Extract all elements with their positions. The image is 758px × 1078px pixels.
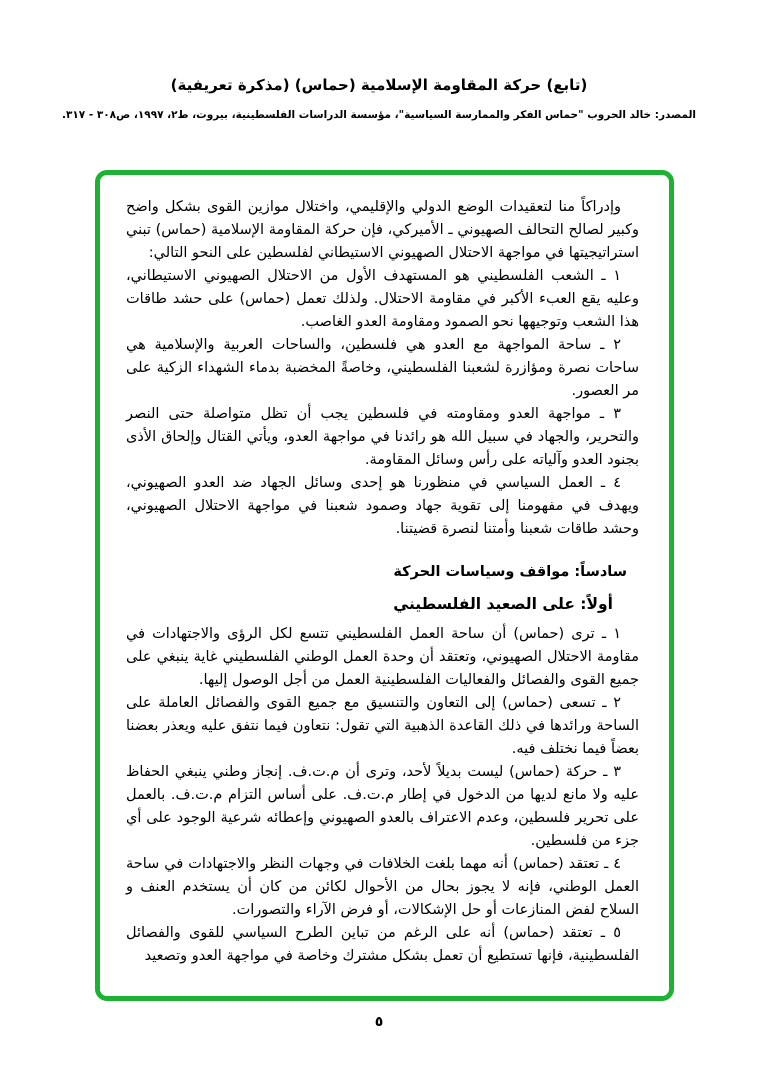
policy-item-3: ٣ ـ حركة (حماس) ليست بديلاً لأحد، وترى أن م.ت.ف. إنجاز وطني ينبغي الحفاظ عليه ولا مانع لديها من الدخول في إطار م.ت.ف. على أساس التزام م.ت.ف. بالعمل على تحرير فلسطين، وعدم الاعتراف بالعدو الصهيوني وإعطائه شرعية الوجود على أي جزء من فلسطين.	[126, 764, 639, 849]
section-heading: سادساً: مواقف وسياسات الحركة	[393, 564, 627, 580]
policy-item-2: ٢ ـ تسعى (حماس) إلى التعاون والتنسيق مع جميع القوى والفصائل العاملة على الساحة ورائدها في ذلك القاعدة الذهبية التي تقول: نتعاون فيما نتفق عليه ويعذر بعضنا بعضاً فيما نختلف فيه.	[126, 695, 639, 757]
policy-item-5: ٥ ـ تعتقد (حماس) أنه على الرغم من تباين الطرح السياسي للقوى والفصائل الفلسطينية، فإنها تستطيع أن تعمل بشكل مشترك وخاصة في مواجهة العدو وتصعيد	[126, 925, 639, 964]
page-title: (تابع) حركة المقاومة الإسلامية (حماس) (مذكرة تعريفية)	[170, 76, 588, 94]
list-item-1: ١ ـ الشعب الفلسطيني هو المستهدف الأول من الاحتلال الصهيوني الاستيطاني، وعليه يقع العبء الأكبر في مقاومة الاحتلال. ولذلك تعمل (حماس) على حشد طاقات هذا الشعب وتوجيهها نحو الصمود ومقاومة العدو الغاصب.	[126, 268, 639, 330]
content-border-box	[95, 170, 674, 1001]
policy-item-1: ١ ـ ترى (حماس) أن ساحة العمل الفلسطيني تتسع لكل الرؤى والاجتهادات في مقاومة الاحتلال الصهيوني، وتعتقد أن وحدة العمل الوطني الفلسطيني غاية ينبغي على جميع القوى والفصائل والفعاليات الفلسطينية العمل من أجل الوصول إليها.	[126, 626, 639, 688]
list-item-2: ٢ ـ ساحة المواجهة مع العدو هي فلسطين، والساحات العربية والإسلامية هي ساحات نصرة ومؤازرة لشعبنا الفلسطيني، وخاصةً المخضبة بدماء الشهداء الزكية على مر العصور.	[126, 337, 639, 399]
list-item-4: ٤ ـ العمل السياسي في منظورنا هو إحدى وسائل الجهاد ضد العدو الصهيوني، ويهدف في مفهومنا إلى تقوية جهاد وصمود شعبنا في مواجهة الاحتلال الصهيوني، وحشد طاقات شعبنا وأمتنا لنصرة قضيتنا.	[126, 475, 639, 537]
intro-paragraph: وإدراكاً منا لتعقيدات الوضع الدولي والإقليمي، واختلال موازين القوى بشكل واضح وكبير لصالح التحالف الصهيوني ـ الأميركي، فإن حركة المقاومة الإسلامية (حماس) تبني استراتيجيتها في مواجهة الاحتلال الصهيوني الاستيطاني لفلسطين على النحو التالي:	[126, 199, 639, 261]
policy-item-4: ٤ ـ تعتقد (حماس) أنه مهما بلغت الخلافات في وجهات النظر والاجتهادات في ساحة العمل الوطني، فإنه لا يجوز بحال من الأحوال لكائن من كان أن يستخدم العنف و السلاح لفض المنازعات أو حل الإشكالات، أو فرض الآراء والتصورات.	[126, 856, 639, 918]
page-number: ٥	[374, 1014, 384, 1030]
source-citation: المصدر: خالد الحروب "حماس الفكر والممارسة السياسية"، مؤسسة الدراسات الفلسطينية، بيروت، ط٢، ١٩٩٧، ص٣٠٨ - ٣١٧.	[61, 109, 697, 121]
subsection-heading: أولاً: على الصعيد الفلسطيني	[393, 595, 613, 613]
list-item-3: ٣ ـ مواجهة العدو ومقاومته في فلسطين يجب أن تظل متواصلة حتى النصر والتحرير، والجهاد في سبيل الله هو رائدنا في مواجهة العدو، ويأتي القتال وإلحاق الأذى بجنود العدو وآلياته على رأس وسائل المقاومة.	[126, 406, 639, 468]
